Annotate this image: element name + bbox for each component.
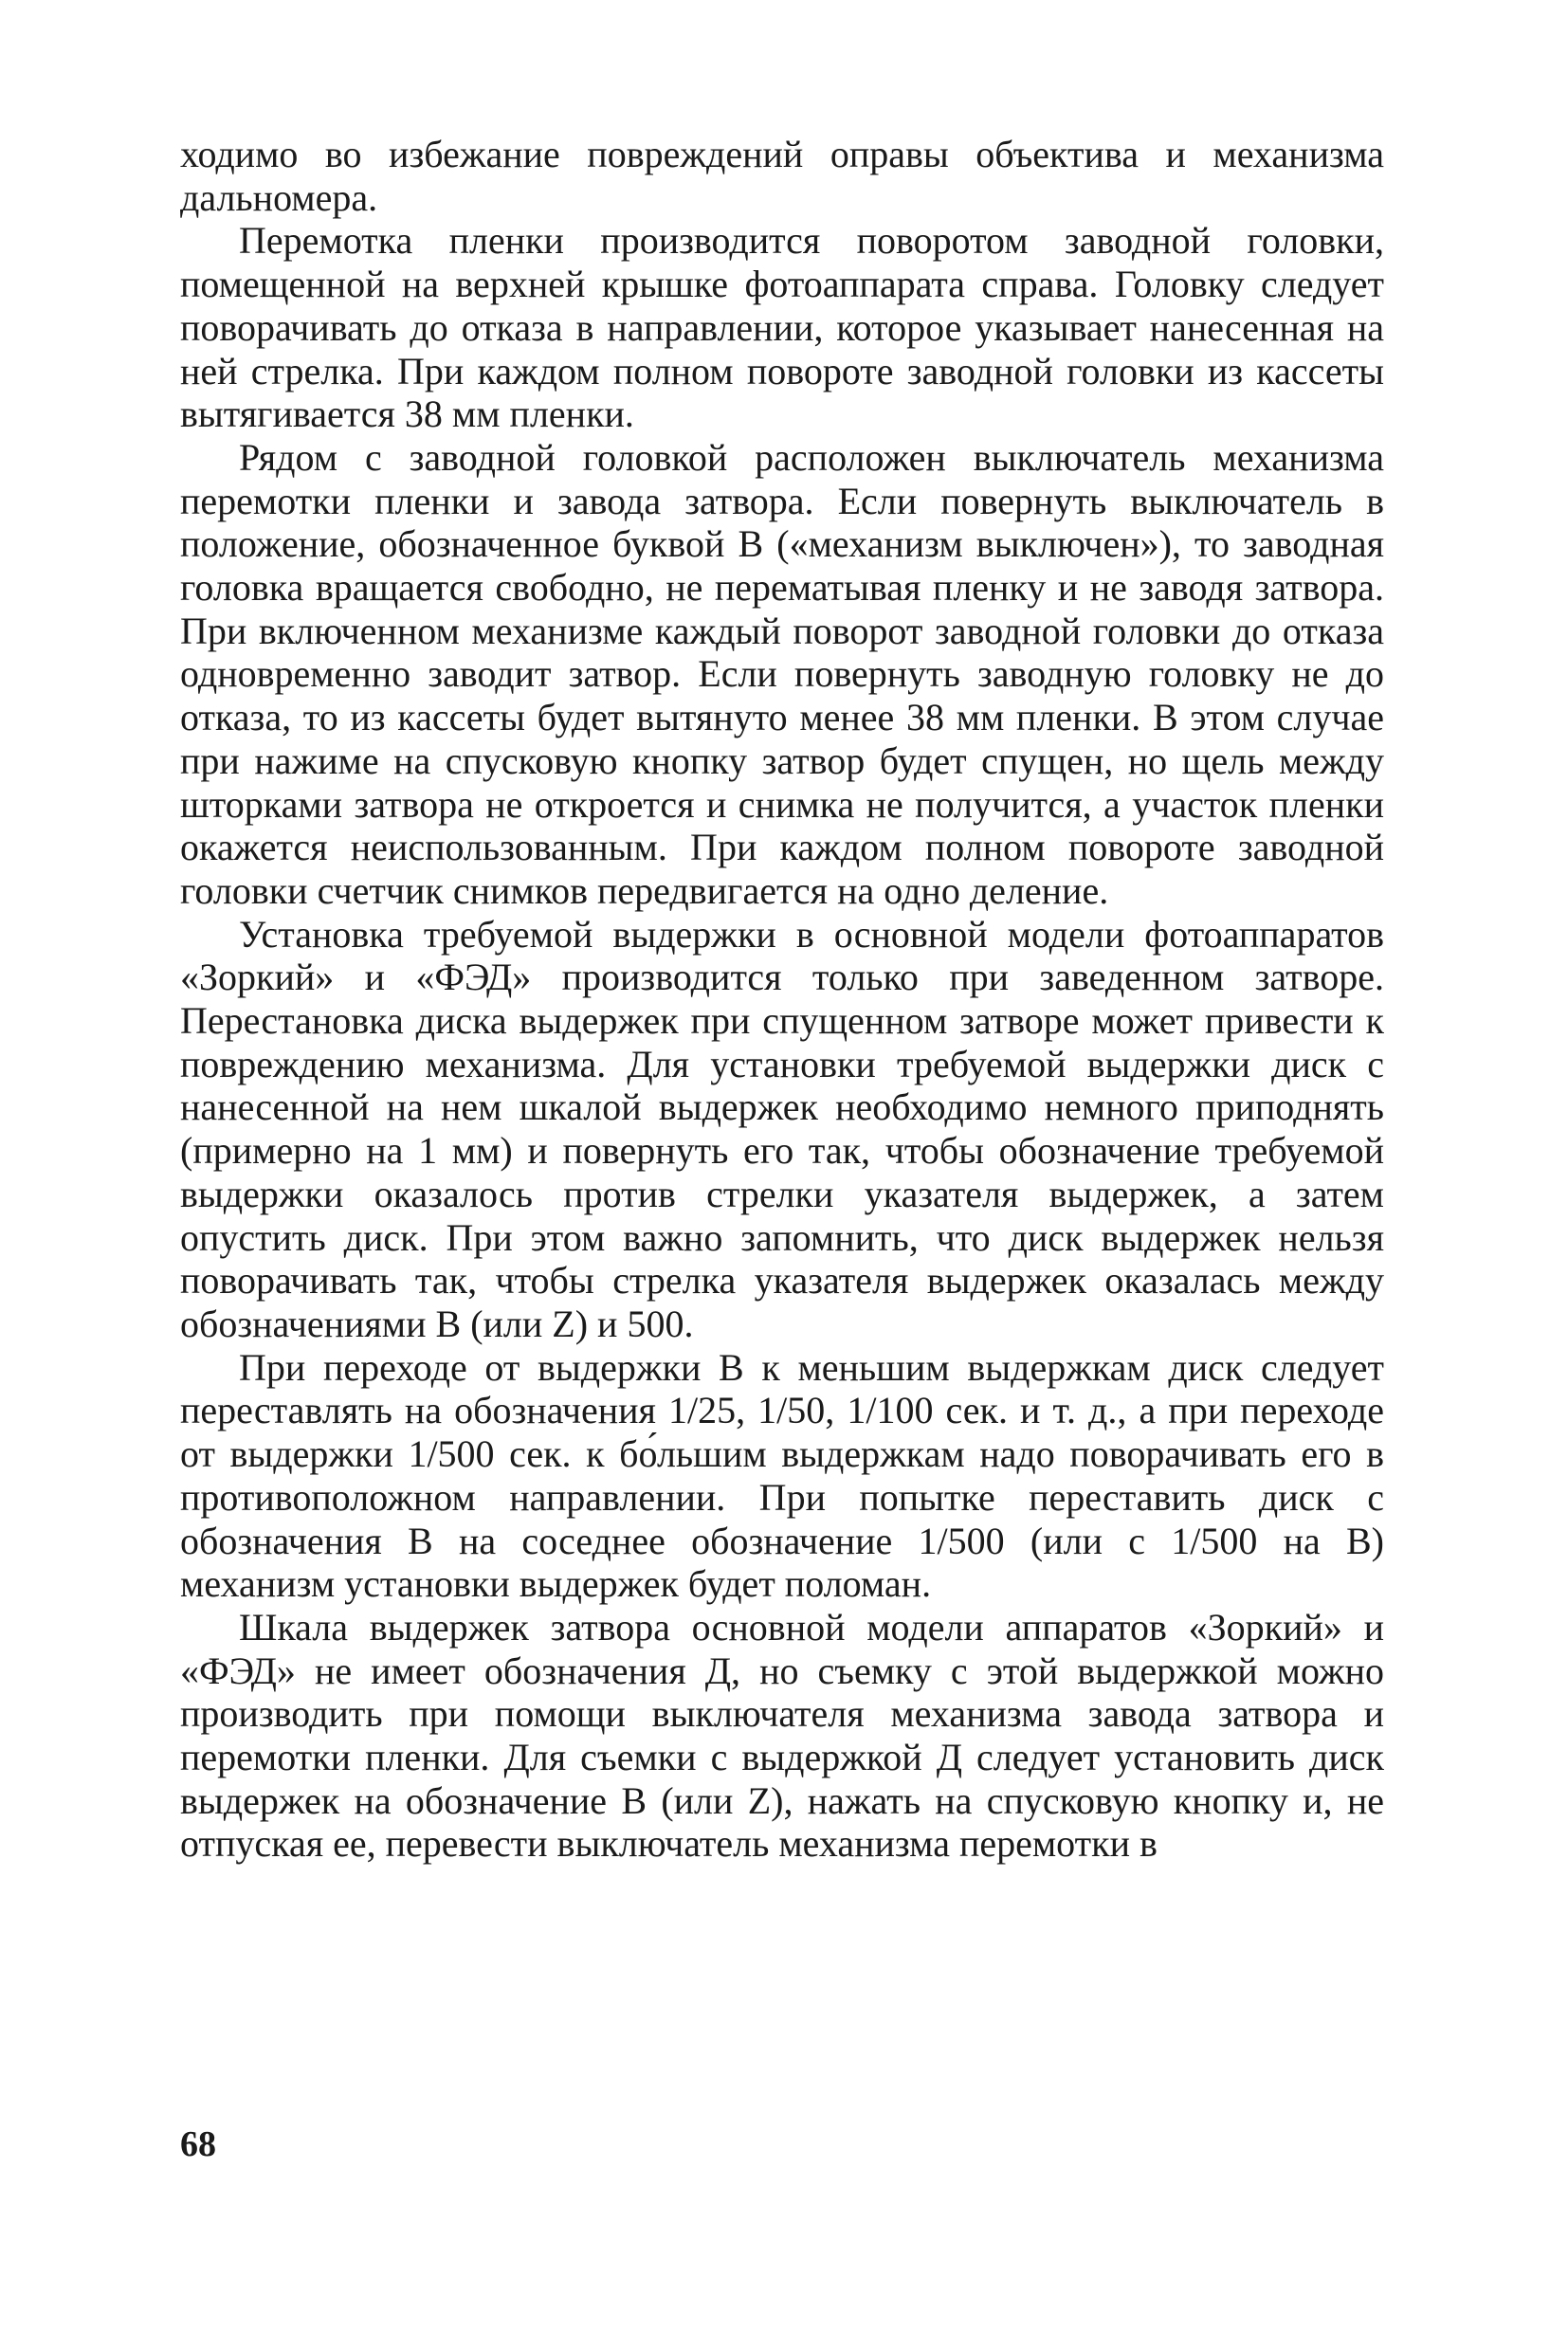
- paragraph-5: При переходе от выдержки В к меньшим выдержкам диск следует переставлять на обозначения 1/25, 1/50, 1/100 сек. и т. д., а при переходе от выдержки 1/500 сек. к бо́льшим выдержкам надо поворачивать его в противоположном направлении. При попытке переставить диск с обозначения В на соседнее обозначение 1/500 (или с 1/500 на В) механизм установки выдержек будет поломан.: [180, 1345, 1384, 1606]
- page-body: [180, 133, 1384, 1866]
- paragraph-1: ходимо во избежание повреждений оправы объектива и механизма дальномера.: [180, 133, 1384, 219]
- paragraph-4: Установка требуемой выдержки в основной модели фотоаппаратов «Зоркий» и «ФЭД» производится только при заведенном затворе. Перестановка диска выдержек при спущенном затворе может привести к повреждению механизма. Для установки требуемой выдержки диск с нанесенной на нем шкалой выдержек необходимо немного приподнять (примерно на 1 мм) и повернуть его так, чтобы обозначение требуемой выдержки оказалось против стрелки указателя выдержек, а затем опустить диск. При этом важно запомнить, что диск выдержек нельзя поворачивать так, чтобы стрелка указателя выдержек оказалась между обозначениями В (или Z) и 500.: [180, 912, 1384, 1345]
- page-number: 68: [180, 2124, 216, 2164]
- paragraph-2: Перемотка пленки производится поворотом заводной головки, помещенной на верхней крышке фотоаппарата справа. Головку следует поворачивать до отказа в направлении, которое указывает нанесенная на ней стрелка. При каждом полном повороте заводной головки из кассеты вытягивается 38 мм пленки.: [180, 219, 1384, 436]
- paragraph-3: Рядом с заводной головкой расположен выключатель механизма перемотки пленки и завода затвора. Если повернуть выключатель в положение, обозначенное буквой В («механизм выключен»), то заводная головка вращается свободно, не перематывая пленку и не заводя затвора. При включенном механизме каждый поворот заводной головки до отказа одновременно заводит затвор. Если повернуть заводную головку не до отказа, то из кассеты будет вытянуто менее 38 мм пленки. В этом случае при нажиме на спусковую кнопку затвор будет спущен, но щель между шторками затвора не откроется и снимка не получится, а участок пленки окажется неиспользованным. При каждом полном повороте заводной головки счетчик снимков передвигается на одно деление.: [180, 435, 1384, 912]
- paragraph-6: Шкала выдержек затвора основной модели аппаратов «Зоркий» и «ФЭД» не имеет обозначения Д, но съемку с этой выдержкой можно производить при помощи выключателя механизма завода затвора и перемотки пленки. Для съемки с выдержкой Д следует установить диск выдержек на обозначение В (или Z), нажать на спусковую кнопку и, не отпуская ее, перевести выключатель механизма перемотки в: [180, 1605, 1384, 1866]
